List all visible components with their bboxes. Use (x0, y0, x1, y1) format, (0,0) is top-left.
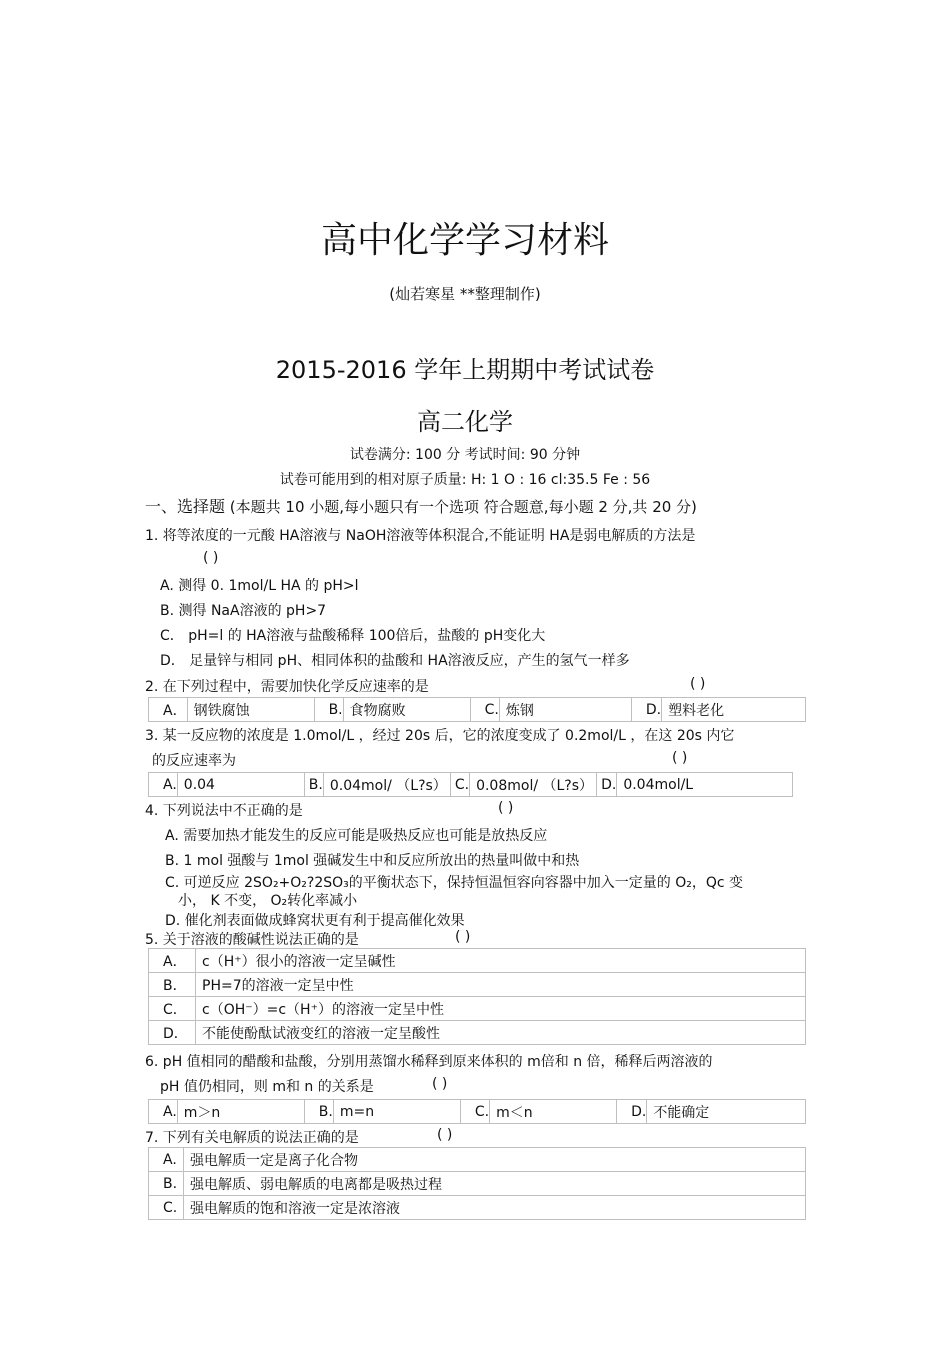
question-3-stem-line2: 的反应速率为 (152, 753, 236, 769)
option-value: 0.04 (177, 773, 304, 797)
option-key: C. (470, 698, 499, 722)
section-description: (本题共 10 小题,每小题只有一个选项 符合题意,每小题 2 分,共 20 分) (229, 498, 697, 516)
question-3-paren: ( ) (672, 750, 688, 766)
section-heading-row (145, 494, 697, 517)
question-4-paren: ( ) (498, 800, 514, 816)
option-value: 0.04mol/L (617, 773, 793, 797)
option-value: m＜n (490, 1100, 617, 1124)
option-value: 食物腐败 (343, 698, 470, 722)
option-value: m＞n (177, 1100, 304, 1124)
option-value: c（OH⁻）=c（H⁺）的溶液一定呈中性 (196, 997, 806, 1021)
option-value: 强电解质、弱电解质的电离都是吸热过程 (184, 1172, 806, 1196)
option-value: 炼钢 (499, 698, 631, 722)
question-1-option-d: D． 足量锌与相同 pH、相同体积的盐酸和 HA溶液反应，产生的氢气一样多 (160, 653, 630, 669)
subject-title: 高二化学 (417, 408, 513, 436)
option-key: A. (149, 773, 178, 797)
option-value: c（H⁺）很小的溶液一定呈碱性 (196, 949, 806, 973)
option-key: B. (149, 1172, 184, 1196)
document-title: 高中化学学习材料 (320, 220, 609, 261)
option-key: A． (149, 698, 188, 722)
question-4-option-c: C. 可逆反应 2SO₂+O₂?2SO₃的平衡状态下，保持恒温恒容向容器中加入一定量的 O₂，Qc 变 (165, 875, 744, 891)
question-7-paren: ( ) (437, 1127, 453, 1143)
option-value: 不能使酚酞试液变红的溶液一定呈酸性 (196, 1021, 806, 1045)
option-key: D. (631, 698, 661, 722)
question-5-paren: ( ) (455, 929, 471, 945)
score-info: 试卷满分: 100 分 考试时间: 90 分钟 (349, 447, 581, 463)
option-key: D． (149, 1021, 196, 1045)
question-4-option-c-line2: 小， K 不变， O₂转化率减小 (178, 893, 358, 909)
question-1-paren: ( ) (203, 550, 219, 566)
option-key: A. (149, 1148, 184, 1172)
option-key: B． (149, 973, 196, 997)
option-key: D. (617, 1100, 647, 1124)
question-7-stem: 7. 下列有关电解质的说法正确的是 (145, 1130, 359, 1146)
option-value: m=n (333, 1100, 460, 1124)
atomic-mass-info: 试卷可能用到的相对原子质量: H: 1 O : 16 cl:35.5 Fe : 56 (279, 472, 651, 488)
option-key: D. (597, 773, 617, 797)
question-2-stem: 2. 在下列过程中，需要加快化学反应速率的是 (145, 679, 429, 695)
question-1-option-b: B. 测得 NaA溶液的 pH>7 (160, 603, 327, 619)
question-3-stem: 3. 某一反应物的浓度是 1.0mol/L ，经过 20s 后，它的浓度变成了 0.2mol/L ，在这 20s 内它 (145, 728, 735, 744)
question-6-options (148, 1099, 806, 1124)
option-key: C. (149, 1196, 184, 1220)
option-key: B. (304, 1100, 333, 1124)
section-heading: 一、选择题 (145, 497, 226, 516)
question-6-paren: ( ) (432, 1076, 448, 1092)
question-1-stem: 1. 将等浓度的一元酸 HA溶液与 NaOH溶液等体积混合,不能证明 HA是弱电解质的方法是 (145, 528, 696, 544)
question-4-stem: 4. 下列说法中不正确的是 (145, 803, 303, 819)
question-6-stem: 6. pH 值相同的醋酸和盐酸，分别用蒸馏水稀释到原来体积的 m倍和 n 倍，稀释后两溶液的 (145, 1054, 713, 1070)
option-key: A． (149, 949, 196, 973)
question-1-option-a: A. 测得 0. 1mol/L HA 的 pH>l (160, 578, 359, 594)
option-key: C． (149, 997, 196, 1021)
question-7-options (148, 1147, 806, 1220)
option-key: C. (450, 773, 469, 797)
exam-title: 2015-2016 学年上期期中考试试卷 (275, 356, 655, 384)
question-2-paren: ( ) (690, 676, 706, 692)
option-value: PH=7的溶液一定呈中性 (196, 973, 806, 997)
question-5-stem: 5. 关于溶液的酸碱性说法正确的是 (145, 932, 359, 948)
question-4-option-d: D. 催化剂表面做成蜂窝状更有利于提高催化效果 (165, 913, 465, 929)
question-4-option-b: B. 1 mol 强酸与 1mol 强碱发生中和反应所放出的热量叫做中和热 (165, 853, 580, 869)
option-key: B. (304, 773, 323, 797)
question-6-stem-line2: pH 值仍相同，则 m和 n 的关系是 (160, 1079, 374, 1095)
option-key: A. (149, 1100, 178, 1124)
question-5-options (148, 948, 806, 1045)
option-value: 强电解质的饱和溶液一定是浓溶液 (184, 1196, 806, 1220)
question-3-options (148, 772, 793, 797)
document-subtitle: (灿若寒星 **整理制作) (389, 285, 541, 303)
option-value: 钢铁腐蚀 (187, 698, 314, 722)
question-2-options (148, 697, 806, 722)
option-value: 强电解质一定是离子化合物 (184, 1148, 806, 1172)
option-value: 塑料老化 (662, 698, 806, 722)
option-key: C. (460, 1100, 489, 1124)
option-value: 不能确定 (647, 1100, 806, 1124)
question-4-option-a: A. 需要加热才能发生的反应可能是吸热反应也可能是放热反应 (165, 828, 548, 844)
option-value: 0.08mol/ （L?s） (470, 773, 597, 797)
question-1-option-c: C． pH=l 的 HA溶液与盐酸稀释 100倍后，盐酸的 pH变化大 (160, 628, 546, 644)
option-value: 0.04mol/ （L?s） (323, 773, 450, 797)
option-key: B. (314, 698, 343, 722)
